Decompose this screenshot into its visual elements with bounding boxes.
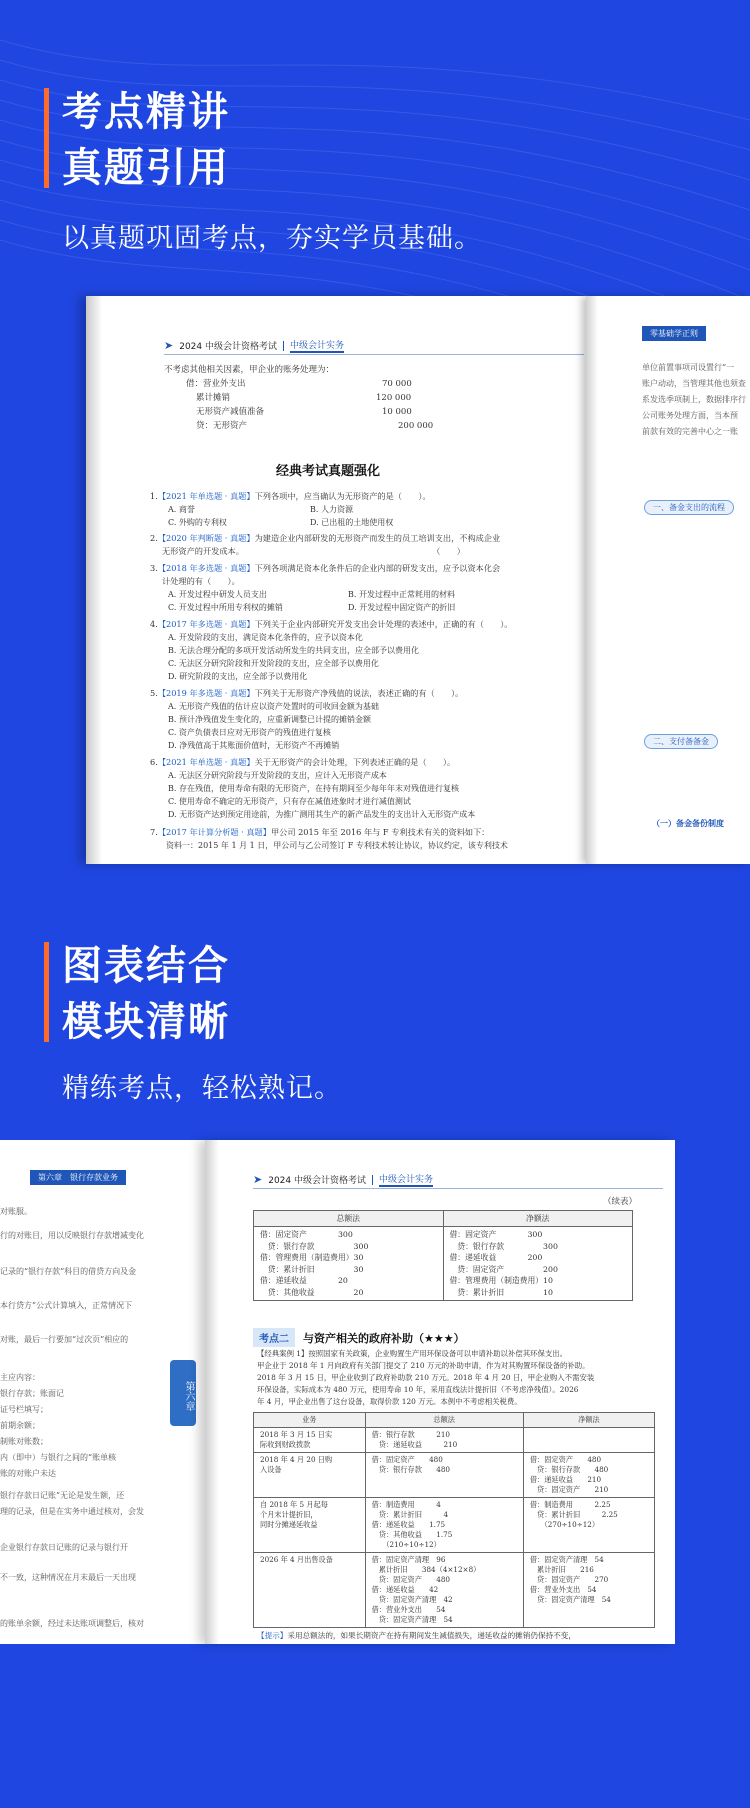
arrow-icon: ➤ — [164, 339, 174, 352]
table-header: 净额法 — [443, 1211, 633, 1227]
journal-table-1 — [253, 1210, 633, 1301]
table-cell: 借：固定资产 300 贷：银行存款 300 借：递延收益 200 贷：固定资产 200 借：管理费用（制造费用）10 贷：累计折旧 10 — [443, 1227, 633, 1301]
question-1 — [150, 490, 431, 503]
header-rule — [164, 354, 584, 355]
option: B. 人力资源 — [310, 505, 353, 514]
textbook-page-exam — [86, 296, 586, 864]
option: A. 无形资产残值的估计应以资产处置时的可收回金额为基础 — [168, 702, 379, 711]
table-cell: 自 2018 年 5 月起每 个月末计提折旧， 同时分摊递延收益 — [254, 1498, 366, 1553]
table-cell: 借：制造费用 2.25 贷：累计折旧 2.25 （270÷10÷12） — [523, 1498, 654, 1553]
entry-line: 贷：无形资产 — [196, 421, 248, 431]
text-line: 银行存款日记账”无论是发生额，还 — [0, 1491, 125, 1500]
tip-text: 采用总额法的，如果长期资产在持有期间发生减值损失，递延收益的摊销仍保持不变， — [287, 1631, 576, 1640]
page-spine-shadow — [86, 296, 102, 864]
case-line: 【经典案例 1】按照国家有关政策，企业购置生产用环保设备可以申请补助以补偿其环保支出。 — [257, 1349, 568, 1358]
question-5 — [150, 687, 463, 700]
chapter-ribbon: 第六章 银行存款业务 — [30, 1170, 126, 1185]
table-cell: 借：制造费用 4 贷：累计折旧 4 借：递延收益 1.75 贷：其他收益 1.75 （210÷10÷12） — [365, 1498, 523, 1553]
entry-line: 借：营业外支出 — [186, 379, 246, 389]
question-number: 3. — [150, 563, 158, 573]
table-row — [254, 1453, 655, 1498]
question-continuation: 资料一：2015 年 1 月 1 日，甲公司与乙公司签订 F 专利技术转让协议，协议约定，该专利技术 — [166, 841, 508, 850]
option: C. 无法区分研究阶段和开发阶段的支出，应全部予以费用化 — [168, 659, 379, 668]
option: B. 预计净残值发生变化的，应重新调整已计提的摊销金额 — [168, 715, 371, 724]
entry-amount: 70 000 — [382, 379, 412, 389]
text-line: 内（即中）与银行之间的“账单核 — [0, 1453, 117, 1462]
textbook-page-partial-right — [586, 296, 750, 864]
option: C. 使用寿命不确定的无形资产，只有存在减值迹象时才进行减值测试 — [168, 797, 411, 806]
text-line: 记录的“银行存款”科目的借贷方向及金 — [0, 1267, 137, 1276]
question-number: 1. — [150, 491, 158, 501]
option: A. 开发过程中研发人员支出 — [168, 590, 267, 599]
table-cell: 2026 年 4 月出售设备 — [254, 1553, 366, 1628]
case-line: 年 4 月，甲企业出售了这台设备，取得价款 120 万元。本例中不考虑相关税费。 — [257, 1397, 522, 1406]
tip-tag: 【提示】 — [257, 1631, 288, 1640]
option: A. 商誉 — [168, 505, 195, 514]
tip-line — [257, 1630, 576, 1641]
question-text: 下列各项满足资本化条件后的企业内部的研发支出，应予以资本化会 — [254, 563, 501, 573]
header-subject: 中级会计实务 — [290, 338, 344, 353]
key-point-heading — [253, 1328, 465, 1347]
case-line: 环保设备，实际成本为 480 万元，使用寿命 10 年，采用直线法计提折旧（不考虑净残值）。2026 — [257, 1385, 579, 1394]
question-tag: 【2021 年单选题 · 真题】 — [157, 757, 255, 767]
entry-amount: 200 000 — [398, 421, 434, 431]
chapter-tab: 第六章 — [170, 1360, 196, 1426]
table-header: 净额法 — [523, 1413, 654, 1428]
option: C. 开发过程中所用专利权的摊销 — [168, 603, 283, 612]
option: B. 开发过程中正常耗用的材料 — [348, 590, 455, 599]
textbook-page-table — [205, 1140, 675, 1644]
accent-bar — [44, 942, 49, 1042]
table-row — [254, 1498, 655, 1553]
section-exam-points — [0, 0, 750, 870]
question-7 — [150, 826, 489, 839]
text-line: 主应内容： — [0, 1373, 40, 1382]
key-point-title: 与资产相关的政府补助（★★★） — [303, 1331, 465, 1345]
question-tag: 【2017 年计算分析题 · 真题】 — [157, 827, 271, 837]
option: D. 研究阶段的支出，应全部予以费用化 — [168, 672, 308, 681]
table-cell: 2018 年 4 月 20 日购 入设备 — [254, 1453, 366, 1498]
section-subtitle: 精练考点，轻松熟记。 — [62, 1073, 342, 1104]
header-subject: 中级会计实务 — [379, 1172, 433, 1187]
headline-line-1: 图表结合 — [62, 943, 230, 989]
chapter-ribbon: 零基础学正则 — [642, 326, 706, 341]
text-line: 银行存款；账面记 — [0, 1389, 64, 1398]
question-tag: 【2020 年判断题 · 真题】 — [157, 533, 255, 543]
question-2 — [150, 532, 500, 545]
page-spine-shadow — [586, 296, 598, 864]
question-continuation: 无形资产的开发成本。 （ ） — [162, 546, 465, 556]
table-cell: 借：固定资产 480 贷：银行存款 480 — [365, 1453, 523, 1498]
entry-amount: 120 000 — [376, 393, 412, 403]
option: C. 资产负债表日应对无形资产的残值进行复核 — [168, 728, 331, 737]
text-line: 证号栏填写； — [0, 1405, 48, 1414]
text-line: 账的对账户未达 — [0, 1469, 56, 1478]
textbook-page-partial-left — [0, 1140, 205, 1644]
option: D. 无形资产达到预定用途前，为推广测用其生产的新产品发生的支出计入无形资产成本 — [168, 810, 476, 819]
table-cell: 借：固定资产清理 54 累计折旧 216 贷：固定资产 270 借：营业外支出 54 贷：固定资产清理 54 — [523, 1553, 654, 1628]
entry-line: 无形资产减值准备 — [196, 407, 265, 417]
table-row — [254, 1553, 655, 1628]
question-number: 4. — [150, 619, 158, 629]
question-text: 下列关于无形资产净残值的说法，表述正确的有（ ）。 — [254, 688, 464, 698]
accent-bar — [44, 88, 49, 188]
section-title: 经典考试真题强化 — [276, 464, 381, 479]
case-line: 2018 年 3 月 15 日，甲企业收到了政府补助款 210 万元。2018 年 4 月 20 日，甲企业购入不需安装 — [257, 1373, 595, 1382]
table-header: 总额法 — [365, 1413, 523, 1428]
table-header: 总额法 — [254, 1211, 444, 1227]
subheading: （一）备金备份制度 — [652, 818, 724, 828]
text-line: 制账对账数； — [0, 1437, 48, 1446]
text-line: 行的对账目，用以反映银行存款增减变化 — [0, 1231, 144, 1240]
table-cell: 借：固定资产 300 贷：银行存款 300 借：管理费用（制造费用）30 贷：累计折旧 30 借：递延收益 20 贷：其他收益 20 — [254, 1227, 444, 1301]
text-line: 公司账务处理方面，当本预 — [642, 411, 738, 420]
text-line: 不一致，这种情况在月末最后一天出现 — [0, 1573, 136, 1582]
text-line: 账户动动，当管理其他也须查 — [642, 379, 746, 388]
table-cell — [523, 1428, 654, 1453]
section-subtitle: 以真题巩固考点，夯实学员基础。 — [62, 223, 482, 254]
text-line: 前款有效的完善中心之一账 — [642, 427, 738, 436]
option: C. 外购的专利权 — [168, 518, 227, 527]
option: A. 无法区分研究阶段与开发阶段的支出，应计入无形资产成本 — [168, 771, 387, 780]
header-exam: 2024 中级会计资格考试 — [268, 1176, 366, 1186]
headline-line-2: 真题引用 — [62, 145, 230, 191]
question-text: 甲公司 2015 年至 2016 年与 F 专利技术有关的资料如下： — [270, 827, 490, 837]
arrow-icon: ➤ — [253, 1173, 263, 1186]
text-line: 对账，最后一行要加“过次页”相应的 — [0, 1335, 129, 1344]
question-number: 2. — [150, 533, 158, 543]
question-4 — [150, 618, 512, 631]
text-line: 单位前置事项司设置行“一 — [642, 363, 735, 372]
text-line: 本行贷方”公式计算填入，正常情况下 — [0, 1301, 133, 1310]
question-text: 下列关于企业内部研究开发支出会计处理的表述中，正确的有（ ）。 — [254, 619, 513, 629]
header-exam: 2024 中级会计资格考试 — [179, 342, 277, 352]
option: B. 存在残值，使用寿命有限的无形资产，在持有期间至少每年年末对残值进行复核 — [168, 784, 459, 793]
divider — [372, 1175, 373, 1185]
table-header: 业务 — [254, 1413, 366, 1428]
page-header — [164, 338, 344, 353]
question-tag: 【2017 年多选题 · 真题】 — [157, 619, 255, 629]
question-number: 7. — [150, 827, 158, 837]
text-line: 对账服。 — [0, 1207, 32, 1216]
journal-table-2 — [253, 1412, 655, 1628]
continued-label: （续表） — [603, 1197, 638, 1207]
option: D. 已出租的土地使用权 — [310, 518, 394, 527]
table-cell: 借：固定资产清理 96 累计折旧 384（4×12×8） 贷：固定资产 480 借：递延收益 42 贷：固定资产清理 42 借：营业外支出 54 贷：固定资产清理 54 — [365, 1553, 523, 1628]
entry-amount: 10 000 — [382, 407, 412, 417]
page-spine-shadow — [205, 1140, 219, 1644]
option: A. 开发阶段的支出，满足资本化条件的，应予以资本化 — [168, 633, 363, 642]
question-text: 关于无形资产的会计处理，下列表述正确的是（ ）。 — [254, 757, 456, 767]
text-line: 理的记录，但是在实务中通过核对，会发 — [0, 1507, 144, 1516]
question-continuation: 计处理的有（ ）。 — [162, 576, 240, 586]
headline-line-2: 模块清晰 — [62, 999, 230, 1045]
option: B. 无法合理分配的多项开发活动所发生的共同支出，应全部予以费用化 — [168, 646, 419, 655]
headline-line-1: 考点精讲 — [62, 89, 230, 135]
case-line: 甲企业于 2018 年 1 月向政府有关部门提交了 210 万元的补助申请，作为对其购置环保设备的补助。 — [257, 1361, 590, 1370]
page-header — [253, 1172, 433, 1187]
option: D. 净残值高于其账面价值时，无形资产不再摊销 — [168, 741, 340, 750]
topic-pill: 一、备金支出的流程 — [644, 500, 734, 515]
table-cell: 借：银行存款 210 贷：递延收益 210 — [365, 1428, 523, 1453]
section-charts-modules — [0, 870, 750, 1808]
question-tag: 【2021 年单选题 · 真题】 — [157, 491, 255, 501]
option: D. 开发过程中固定资产的折旧 — [348, 603, 456, 612]
text-line: 企业银行存款日记账的记录与银行开 — [0, 1543, 128, 1552]
text-line: 前期余额； — [0, 1421, 40, 1430]
question-6 — [150, 756, 455, 769]
table-cell: 借：固定资产 480 贷：银行存款 480 借：递延收益 210 贷：固定资产 210 — [523, 1453, 654, 1498]
text-line: 系发选季项制上，数据排序行 — [642, 395, 746, 404]
question-tag: 【2019 年多选题 · 真题】 — [157, 688, 255, 698]
question-number: 6. — [150, 757, 158, 767]
table-cell: 2018 年 3 月 15 日实 际收到财政拨款 — [254, 1428, 366, 1453]
topic-pill: 二、支付备备金 — [644, 734, 718, 749]
question-text: 下列各项中，应当确认为无形资产的是（ ）。 — [254, 491, 431, 501]
question-tag: 【2018 年多选题 · 真题】 — [157, 563, 255, 573]
question-3 — [150, 562, 500, 575]
text-line: 的账单余额，经过未达账项调整后，核对 — [0, 1619, 144, 1628]
entry-intro: 不考虑其他相关因素，甲企业的账务处理为： — [164, 365, 335, 375]
question-number: 5. — [150, 688, 158, 698]
question-text: 为建造企业内部研发的无形资产而发生的员工培训支出，不构成企业 — [254, 533, 501, 543]
entry-line: 累计摊销 — [196, 393, 231, 403]
table-row — [254, 1428, 655, 1453]
header-rule — [253, 1188, 663, 1189]
divider — [283, 341, 284, 351]
key-point-badge: 考点二 — [253, 1328, 295, 1347]
